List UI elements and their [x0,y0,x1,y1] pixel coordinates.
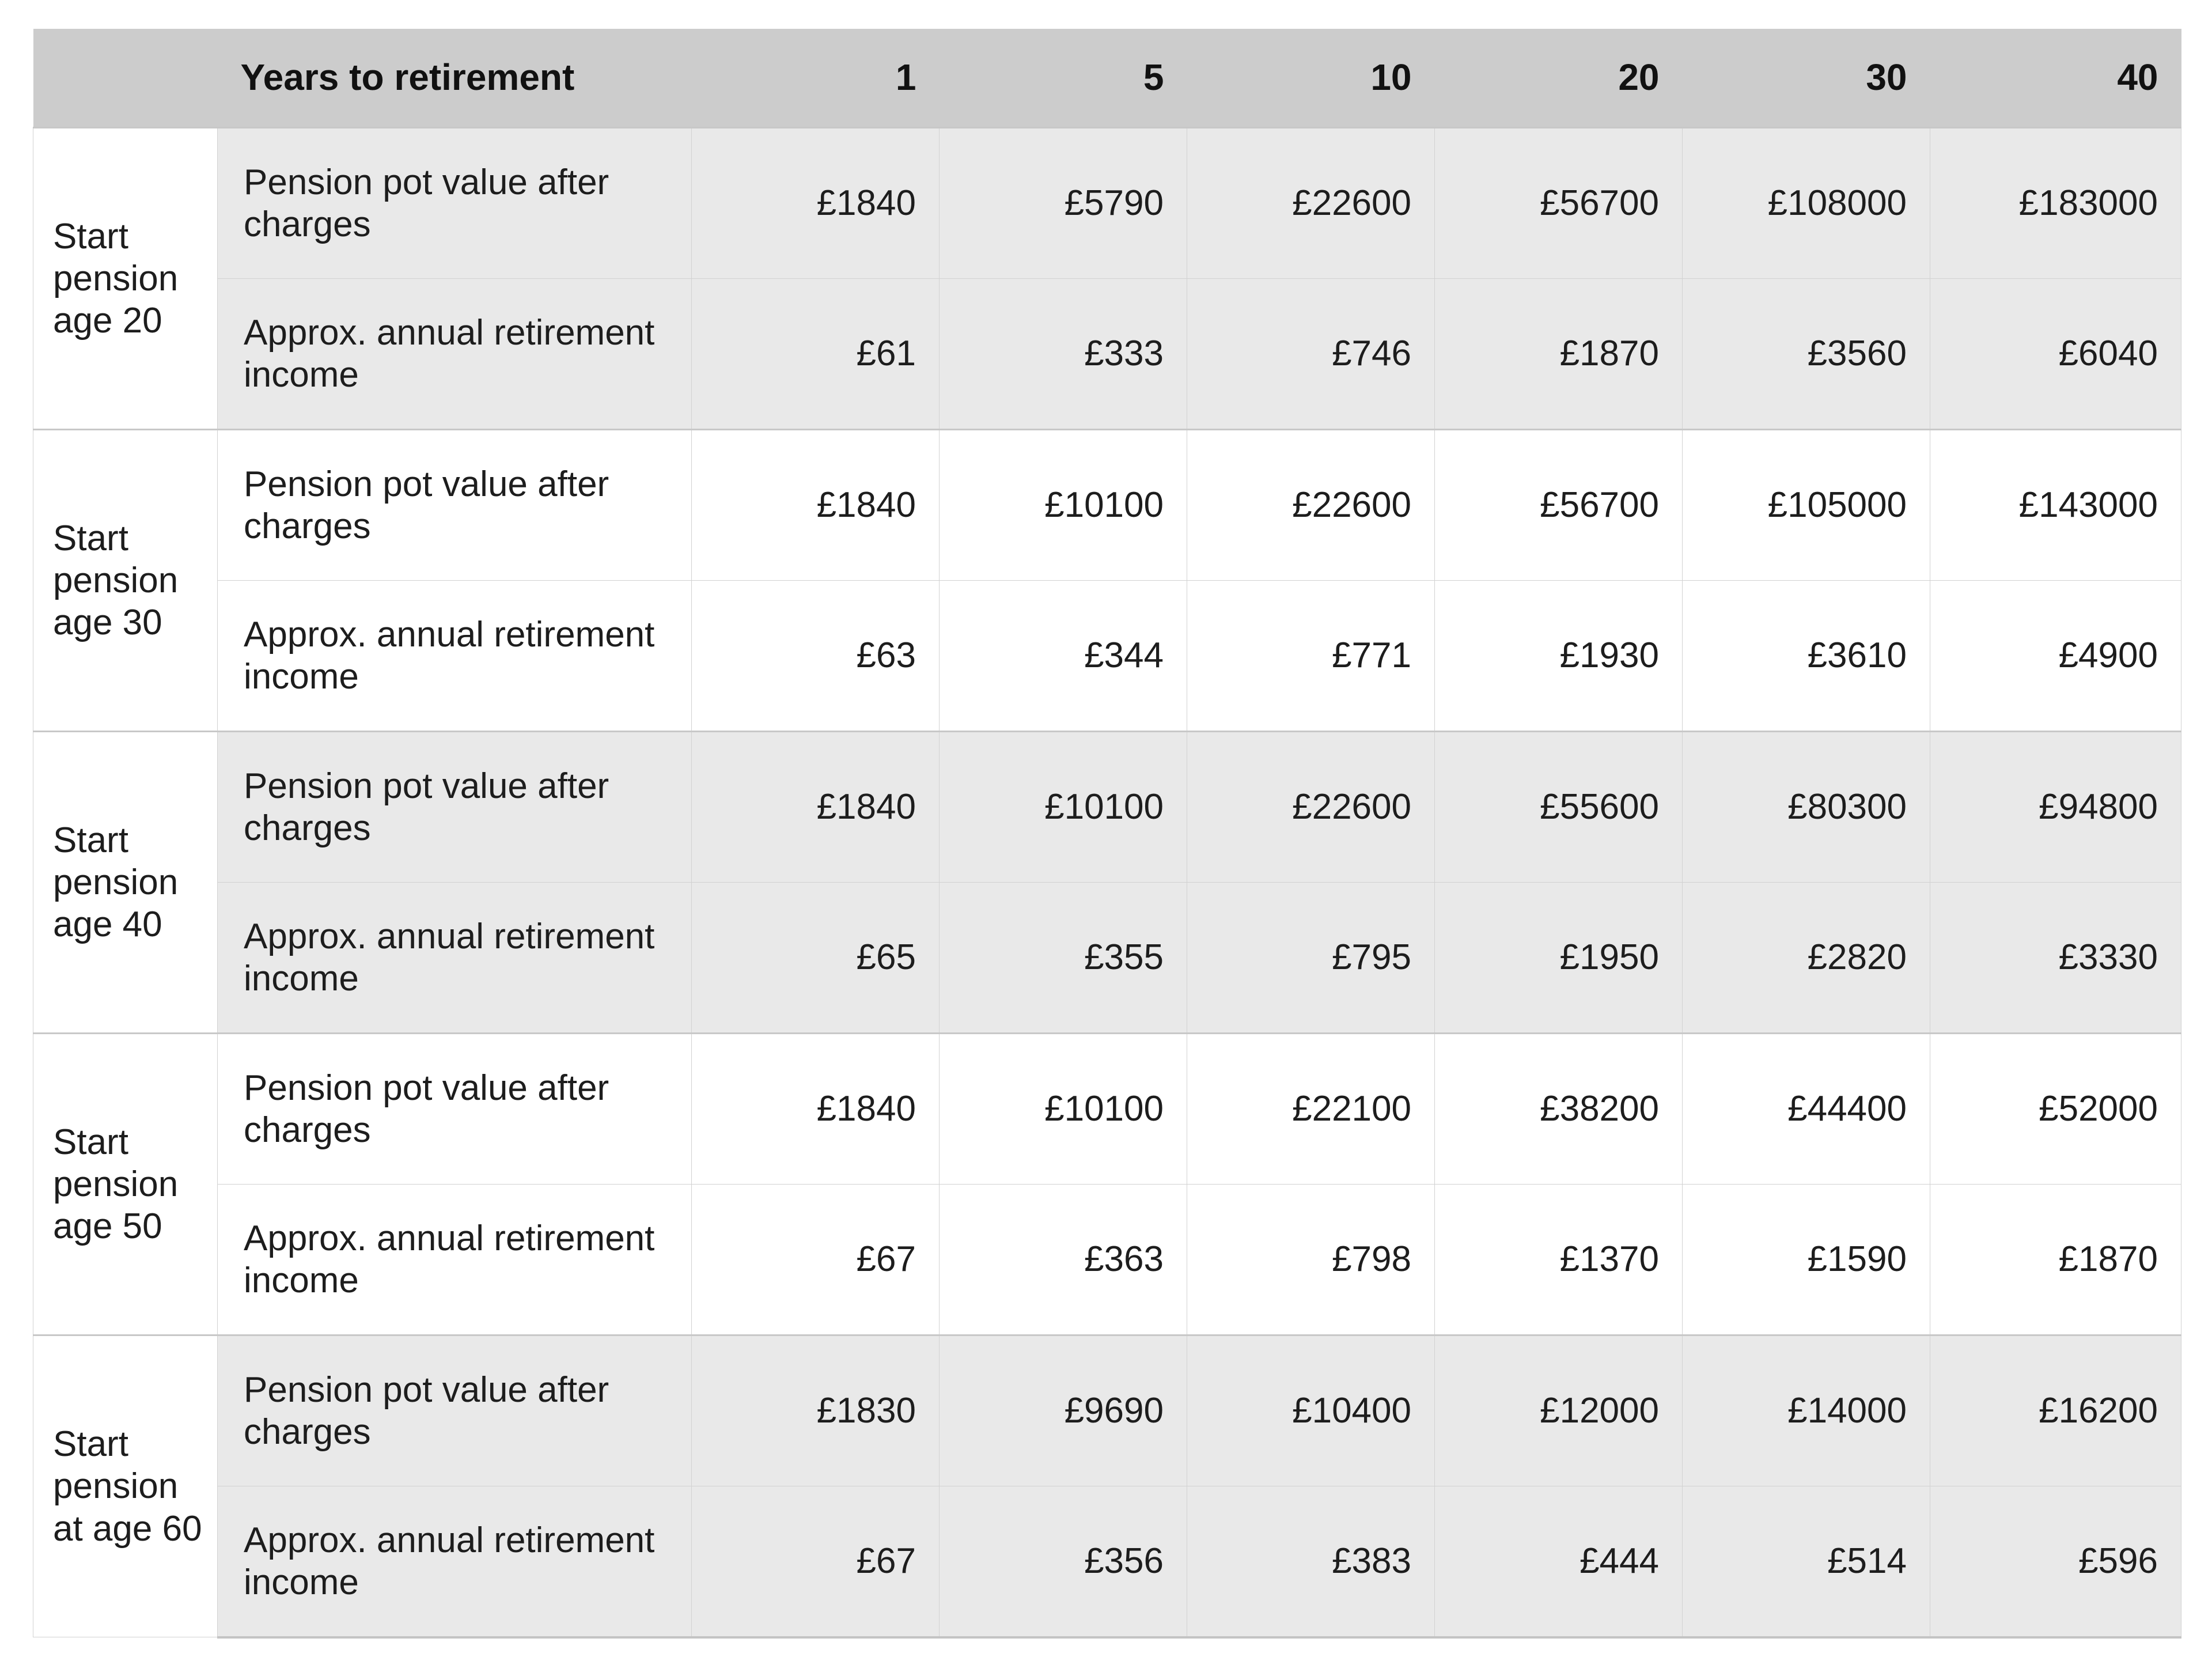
cell-age40-income-y40: £3330 [1930,883,2181,1034]
cell-age60-pot-y20: £12000 [1435,1335,1683,1486]
cell-age40-pot-y20: £55600 [1435,732,1683,883]
cell-age50-income-y10: £798 [1187,1185,1435,1335]
cell-age50-pot-y40: £52000 [1930,1034,2181,1185]
cell-age40-income-y10: £795 [1187,883,1435,1034]
cell-age60-pot-y5: £9690 [940,1335,1187,1486]
cell-age20-income-y5: £333 [940,279,1187,430]
cell-age30-income-y1: £63 [692,581,940,732]
cell-age40-pot-y10: £22600 [1187,732,1435,883]
cell-age40-income-y1: £65 [692,883,940,1034]
group-label-age-50: Start pension age 50 [33,1034,218,1335]
metric-label-income: Approx. annual retirement income [218,883,692,1034]
cell-age20-pot-y20: £56700 [1435,128,1683,279]
cell-age50-income-y40: £1870 [1930,1185,2181,1335]
table-body [33,128,2181,1637]
cell-age60-pot-y30: £14000 [1683,1335,1930,1486]
cell-age20-income-y30: £3560 [1683,279,1930,430]
cell-age20-income-y20: £1870 [1435,279,1683,430]
header-year-30: 30 [1683,29,1930,128]
cell-age30-pot-y10: £22600 [1187,430,1435,581]
cell-age30-pot-y5: £10100 [940,430,1187,581]
table-row [33,128,2181,279]
table-row [33,732,2181,883]
header-year-5: 5 [940,29,1187,128]
group-label-age-30: Start pension age 30 [33,430,218,732]
cell-age60-income-y30: £514 [1683,1486,1930,1637]
table-row [33,581,2181,732]
metric-label-pot: Pension pot value after charges [218,1034,692,1185]
metric-label-pot: Pension pot value after charges [218,732,692,883]
cell-age40-pot-y1: £1840 [692,732,940,883]
cell-age30-pot-y30: £105000 [1683,430,1930,581]
table-row [33,1486,2181,1637]
cell-age60-income-y10: £383 [1187,1486,1435,1637]
header-year-10: 10 [1187,29,1435,128]
cell-age20-pot-y40: £183000 [1930,128,2181,279]
cell-age20-pot-y1: £1840 [692,128,940,279]
cell-age50-pot-y5: £10100 [940,1034,1187,1185]
header-corner-cell [33,29,218,128]
cell-age60-pot-y40: £16200 [1930,1335,2181,1486]
pension-projection-table [33,29,2181,1639]
table-header [33,29,2181,128]
table-row [33,430,2181,581]
header-row [33,29,2181,128]
cell-age20-income-y40: £6040 [1930,279,2181,430]
cell-age30-pot-y1: £1840 [692,430,940,581]
cell-age50-pot-y1: £1840 [692,1034,940,1185]
cell-age60-pot-y10: £10400 [1187,1335,1435,1486]
cell-age60-income-y20: £444 [1435,1486,1683,1637]
metric-label-income: Approx. annual retirement income [218,1486,692,1637]
cell-age40-income-y5: £355 [940,883,1187,1034]
cell-age60-income-y40: £596 [1930,1486,2181,1637]
metric-label-income: Approx. annual retirement income [218,581,692,732]
cell-age30-income-y5: £344 [940,581,1187,732]
cell-age40-income-y30: £2820 [1683,883,1930,1034]
cell-age30-income-y30: £3610 [1683,581,1930,732]
header-year-1: 1 [692,29,940,128]
cell-age30-pot-y20: £56700 [1435,430,1683,581]
cell-age50-pot-y20: £38200 [1435,1034,1683,1185]
cell-age60-income-y1: £67 [692,1486,940,1637]
cell-age30-income-y40: £4900 [1930,581,2181,732]
table-row [33,1185,2181,1335]
metric-label-income: Approx. annual retirement income [218,1185,692,1335]
table-row [33,1335,2181,1486]
table-row [33,1034,2181,1185]
cell-age30-income-y20: £1930 [1435,581,1683,732]
header-year-40: 40 [1930,29,2181,128]
table-row [33,883,2181,1034]
cell-age40-pot-y5: £10100 [940,732,1187,883]
metric-label-pot: Pension pot value after charges [218,1335,692,1486]
cell-age50-income-y30: £1590 [1683,1185,1930,1335]
cell-age50-income-y5: £363 [940,1185,1187,1335]
cell-age40-pot-y40: £94800 [1930,732,2181,883]
metric-label-pot: Pension pot value after charges [218,430,692,581]
cell-age20-pot-y10: £22600 [1187,128,1435,279]
cell-age40-income-y20: £1950 [1435,883,1683,1034]
cell-age50-pot-y10: £22100 [1187,1034,1435,1185]
cell-age20-income-y10: £746 [1187,279,1435,430]
cell-age60-pot-y1: £1830 [692,1335,940,1486]
cell-age20-pot-y5: £5790 [940,128,1187,279]
group-label-age-40: Start pension age 40 [33,732,218,1034]
cell-age20-income-y1: £61 [692,279,940,430]
header-year-20: 20 [1435,29,1683,128]
cell-age60-income-y5: £356 [940,1486,1187,1637]
metric-label-pot: Pension pot value after charges [218,128,692,279]
cell-age20-pot-y30: £108000 [1683,128,1930,279]
cell-age30-income-y10: £771 [1187,581,1435,732]
cell-age40-pot-y30: £80300 [1683,732,1930,883]
table-row [33,279,2181,430]
cell-age50-income-y1: £67 [692,1185,940,1335]
metric-label-income: Approx. annual retirement income [218,279,692,430]
group-label-age-60: Start pension at age 60 [33,1335,218,1637]
cell-age50-pot-y30: £44400 [1683,1034,1930,1185]
group-label-age-20: Start pension age 20 [33,128,218,430]
cell-age30-pot-y40: £143000 [1930,430,2181,581]
cell-age50-income-y20: £1370 [1435,1185,1683,1335]
header-years-to-retirement: Years to retirement [218,29,692,128]
